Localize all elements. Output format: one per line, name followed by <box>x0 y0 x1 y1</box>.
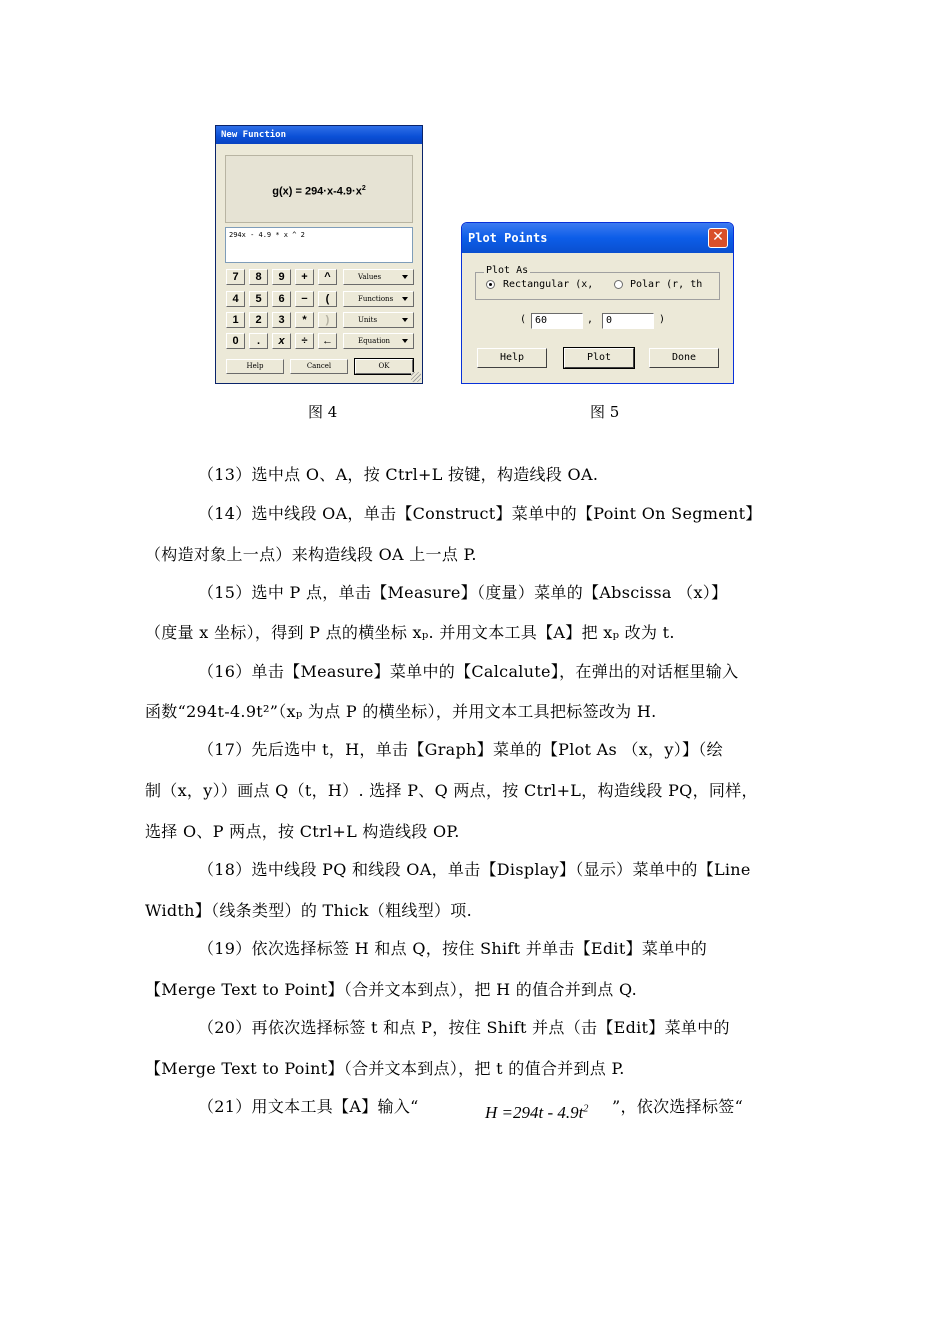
figure-4-caption: 图 4 <box>308 403 338 421</box>
help-button[interactable]: Help <box>477 348 547 368</box>
key-divide[interactable]: ÷ <box>295 333 314 349</box>
step-20-line-2: 【Merge Text to Point】（合并文本到点），把 t 的值合并到点 P. <box>145 1059 625 1078</box>
open-paren: ( <box>520 314 527 325</box>
plot-button[interactable]: Plot <box>564 348 634 368</box>
step-16-line-2: 函数“294t-4.9t²”（xₚ 为点 P 的横坐标），并用文本工具把标签改为 H. <box>145 702 657 721</box>
values-label: Values <box>358 273 382 281</box>
step-17-line-3: 选择 O、P 两点，按 Ctrl+L 构造线段 OP. <box>145 822 460 841</box>
units-label: Units <box>358 316 378 324</box>
preview-exponent: 2 <box>361 185 366 192</box>
polar-label[interactable]: Polar (r, th <box>630 279 703 290</box>
key-7[interactable]: 7 <box>226 269 245 285</box>
cancel-button[interactable]: Cancel <box>290 359 348 374</box>
formula-text: H =294t - 4.9t <box>485 1103 584 1122</box>
key-5[interactable]: 5 <box>249 291 268 307</box>
functions-dropdown[interactable] <box>343 291 414 307</box>
chevron-down-icon <box>402 297 408 301</box>
preview-expression: g(x) = 294·x-4.9·x <box>272 185 362 198</box>
rectangular-radio[interactable] <box>486 280 495 289</box>
step-20-line-1: （20）再依次选择标签 t 和点 P，按住 Shift 并点（击【Edit】菜单中的 <box>198 1018 730 1037</box>
key-multiply[interactable]: * <box>295 312 314 328</box>
step-14-line-1: （14）选中线段 OA，单击【Construct】菜单中的【Point On Segment】 <box>198 504 762 523</box>
key-open-paren[interactable]: ( <box>318 291 337 307</box>
y-coordinate-input[interactable]: 0 <box>602 313 654 329</box>
values-dropdown[interactable] <box>343 269 414 285</box>
units-dropdown[interactable] <box>343 312 414 328</box>
key-6[interactable]: 6 <box>272 291 291 307</box>
step-16-line-1: （16）单击【Measure】菜单中的【Calcalute】，在弹出的对话框里输入 <box>198 662 739 681</box>
equation-label: Equation <box>358 337 391 345</box>
step-15-line-2: （度量 x 坐标），得到 P 点的横坐标 xₚ. 并用文本工具【A】把 xₚ 改为 t. <box>145 623 675 642</box>
polar-radio[interactable] <box>614 280 623 289</box>
step-18-line-1: （18）选中线段 PQ 和线段 OA，单击【Display】（显示）菜单中的【Line <box>198 860 751 879</box>
done-button[interactable]: Done <box>649 348 719 368</box>
step-19-line-2: 【Merge Text to Point】（合并文本到点），把 H 的值合并到点 Q. <box>145 980 638 999</box>
key-close-paren[interactable]: ) <box>318 312 337 328</box>
step-19-line-1: （19）依次选择标签 H 和点 Q，按住 Shift 并单击【Edit】菜单中的 <box>198 939 708 958</box>
key-minus[interactable]: − <box>295 291 314 307</box>
resize-grip-icon[interactable] <box>411 372 421 382</box>
x-coordinate-input[interactable]: 60 <box>531 313 583 329</box>
key-backspace[interactable]: ← <box>318 333 337 349</box>
step-15-line-1: （15）选中 P 点，单击【Measure】（度量）菜单的【Abscissa （x）】 <box>198 583 728 602</box>
key-decimal[interactable]: . <box>249 333 268 349</box>
step-17-line-2: 制（x，y））画点 Q（t，H）. 选择 P、Q 两点，按 Ctrl+L，构造线段 PQ，同样， <box>145 781 758 800</box>
key-4[interactable]: 4 <box>226 291 245 307</box>
height-formula <box>485 1103 588 1123</box>
figure-5-caption: 图 5 <box>590 403 620 421</box>
step-14-line-2: （构造对象上一点）来构造线段 OA 上一点 P. <box>145 545 477 564</box>
rectangular-label[interactable]: Rectangular (x, <box>503 279 594 290</box>
plot-as-label: Plot As <box>486 265 529 276</box>
key-1[interactable]: 1 <box>226 312 245 328</box>
formula-exponent: 2 <box>583 1103 589 1115</box>
function-preview <box>225 155 413 223</box>
key-8[interactable]: 8 <box>249 269 268 285</box>
step-18-line-2: Width】（线条类型）的 Thick（粗线型）项. <box>145 901 472 920</box>
key-3[interactable]: 3 <box>272 312 291 328</box>
key-x[interactable]: x <box>272 333 291 349</box>
functions-label: Functions <box>358 295 394 303</box>
plot-points-dialog <box>461 222 734 384</box>
key-2[interactable]: 2 <box>249 312 268 328</box>
comma: , <box>587 314 594 325</box>
new-function-dialog <box>215 125 423 384</box>
chevron-down-icon <box>402 318 408 322</box>
key-caret[interactable]: ^ <box>318 269 337 285</box>
step-17-line-1: （17）先后选中 t，H，单击【Graph】菜单的【Plot As （x，y）】（绘 <box>198 740 723 759</box>
chevron-down-icon <box>402 339 408 343</box>
help-button[interactable]: Help <box>226 359 284 374</box>
close-paren: ) <box>659 314 666 325</box>
key-0[interactable]: 0 <box>226 333 245 349</box>
key-plus[interactable]: + <box>295 269 314 285</box>
ok-button[interactable]: OK <box>355 359 413 374</box>
dialog-title: New Function <box>216 126 422 144</box>
function-entry-field[interactable]: 294x - 4.9 * x ^ 2 <box>225 227 413 263</box>
close-button[interactable]: ✕ <box>708 228 728 248</box>
dialog-title: Plot Points <box>462 223 733 253</box>
step-21-line-1a: （21）用文本工具【A】输入“ <box>198 1097 419 1116</box>
chevron-down-icon <box>402 275 408 279</box>
equation-dropdown[interactable] <box>343 333 414 349</box>
key-9[interactable]: 9 <box>272 269 291 285</box>
step-21-line-1b: ”，依次选择标签“ <box>612 1097 744 1116</box>
step-13: （13）选中点 O、A，按 Ctrl+L 按键，构造线段 OA. <box>198 465 599 484</box>
